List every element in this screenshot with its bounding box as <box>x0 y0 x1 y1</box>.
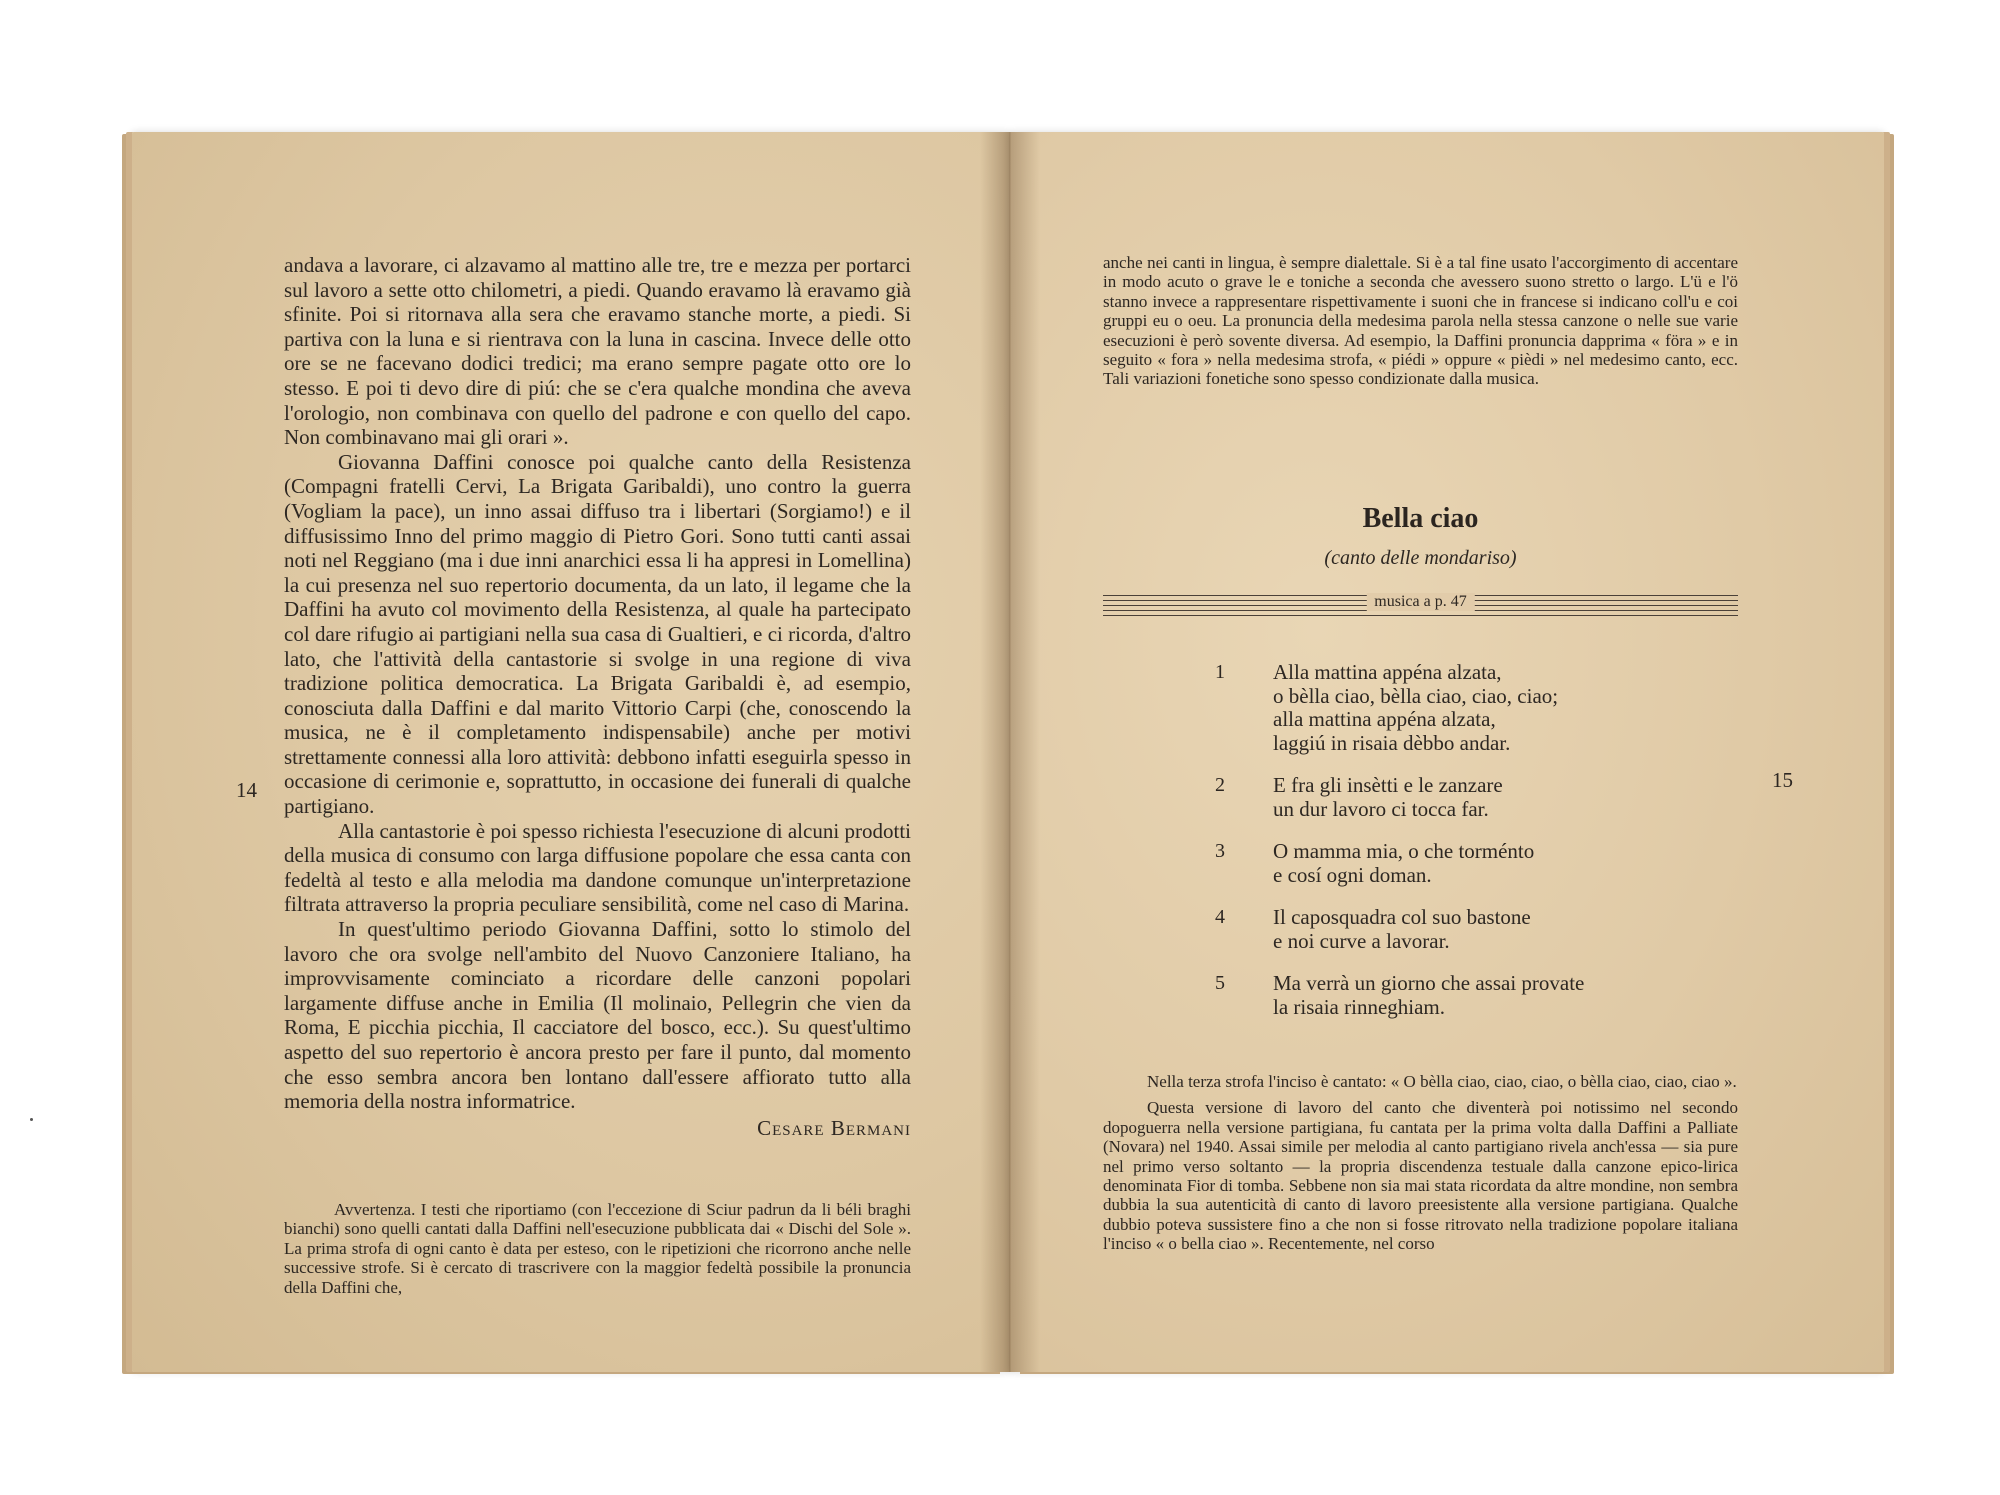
music-reference: musica a p. 47 <box>1366 593 1474 611</box>
verse-number: 5 <box>1215 972 1225 994</box>
paragraph: Alla cantastorie è poi spesso richiesta l'esecuzione di alcuni prodotti della musica di consumo con larga diffusione popolare che essa canta con fedeltà al testo e alla melodia ma dandone comunque un'interpretazione filtrata attraverso la propria peculiare sensibilità, come nel caso di Marina. <box>284 818 911 917</box>
song-subtitle: (canto delle mondariso) <box>1324 547 1517 569</box>
verse-number: 2 <box>1215 774 1225 796</box>
paragraph: In quest'ultimo periodo Giovanna Daffini, sotto lo stimolo del lavoro che ora svolge nell'ambito del Nuovo Canzoniere Italiano, ha improvvisamente cominciato a ricordare delle canzoni popolari largamente diffuse anche in Emilia (Il molinaio, Pellegrin che vien da Roma, E picchia picchia, Il cacciatore del bosco, ecc.). Su quest'ultimo aspetto del suo repertorio è ancora presto per fare il punto, dal momento che esso sembra ancora ben lontano dall'essere affiorato tutto alla memoria della nostra informatrice. <box>284 917 911 1114</box>
paper-speck <box>30 1118 33 1121</box>
verse <box>1215 774 1735 821</box>
verse-line: Alla mattina appéna alzata, <box>1273 660 1502 684</box>
book-gutter <box>980 132 1040 1372</box>
verse-number: 1 <box>1215 661 1225 683</box>
song-title: Bella ciao <box>1362 503 1479 534</box>
note-paragraph: Nella terza strofa l'inciso è cantato: « O bèlla ciao, ciao, ciao, o bèlla ciao, ciao, ciao ». <box>1147 1072 1737 1091</box>
verse <box>1215 661 1735 755</box>
verse <box>1215 972 1735 1019</box>
page-number-left: 14 <box>236 778 257 802</box>
verse-line: o bèlla ciao, bèlla ciao, ciao, ciao; <box>1273 683 1559 708</box>
author-signature: Cesare Bermani <box>757 1115 911 1140</box>
notice-avvertenza: Avvertenza. I testi che riportiamo (con l'eccezione di Sciur padrun da li béli braghi bianchi) sono quelli cantati dalla Daffini nell'esecuzione pubblicata dai « Dischi del Sole ». La prima strofa di ogni canto è data per esteso, con le ripetizioni che ricorrono anche nelle successive strofe. Si è cercato di trascrivere con la maggior fedeltà possibile la pronuncia della Daffini che, <box>284 1200 911 1297</box>
left-page-body <box>284 253 911 1140</box>
verse-line: e cosí ogni doman. <box>1273 862 1432 887</box>
music-staff-divider <box>1103 592 1738 616</box>
song-verses <box>1215 661 1735 1038</box>
verse-line: alla mattina appéna alzata, <box>1273 707 1496 731</box>
paragraph: andava a lavorare, ci alzavamo al mattino alle tre, tre e mezza per portarci sul lavoro a sette otto chilometri, a piedi. Quando eravamo là eravamo già sfinite. Poi si ritornava alla sera che eravamo stanche morte, a piedi. Si partiva con la luna e si rientrava con la luna in cascina. Invece delle otto ore se ne facevano dodici tredici; ma erano sempre pagate otto ore lo stesso. E poi ti devo dire di piú: che se c'era qualche mondina che aveva l'orologio, non combinava con quello del padrone e con quello del capo. Non combinavano mai gli orari ». <box>284 253 911 450</box>
verse-number: 3 <box>1215 840 1225 862</box>
verse-line: Ma verrà un giorno che assai provate <box>1273 971 1585 995</box>
paragraph: Giovanna Daffini conosce poi qualche canto della Resistenza (Compagni fratelli Cervi, La Brigata Garibaldi), uno contro la guerra (Vogliam la pace), un inno assai diffuso tra i libertari (Sorgiamo!) e il diffusissimo Inno del primo maggio di Pietro Gori. Sono tutti canti assai noti nel Reggiano (ma i due inni anarchici essa li ha appresi in Lomellina) la cui presenza nel suo repertorio documenta, da un lato, il legame che la Daffini ha avuto col movimento della Resistenza, al quale ha partecipato col dare rifugio ai partigiani nella sua casa di Gualtieri, e ci ricorda, d'altro lato, che l'attività della cantastorie si svolge in una regione di viva tradizione politica democratica. La Brigata Garibaldi è, ad esempio, conosciuta dalla Daffini e dal marito Vittorio Carpi (che, conoscendo la musica, ne è il completamento indispensabile) anche per motivi strettamente connessi alla loro attività: debbono infatti eseguirla spesso in occasione di cerimonie e, soprattutto, in occasione dei funerali di qualche partigiano. <box>284 449 911 819</box>
verse-line: laggiú in risaia dèbbo andar. <box>1273 730 1511 755</box>
note-paragraph: Questa versione di lavoro del canto che diventerà poi notissimo nel secondo dopoguerra nella versione partigiana, fu cantata per la prima volta dalla Daffini a Palliate (Novara) nel 1940. Assai simile per melodia al canto partigiano rivela anch'essa — sia pure nel primo verso soltanto — la propria discendenza testuale dalla canzone epico-lirica denominata Fior di tomba. Sebbene non sia mai stata ricordata da altre mondine, non sembra dubbia la sua autenticità di canto di lavoro preesistente alla versione partigiana. Qualche dubbio poteva sussistere fino a che non si fosse ritrovato nella tradizione popolare italiana l'inciso « o bella ciao ». Recentemente, nel corso <box>1103 1098 1738 1254</box>
verse-line: la risaia rinneghiam. <box>1273 994 1446 1019</box>
verse <box>1215 840 1735 887</box>
verse-line: O mamma mia, o che torménto <box>1273 839 1535 863</box>
verse-line: un dur lavoro ci tocca far. <box>1273 796 1489 821</box>
verse-line: Il caposquadra col suo bastone <box>1273 905 1531 929</box>
pronunciation-note: anche nei canti in lingua, è sempre dialettale. Si è a tal fine usato l'accorgimento di accentare in modo acuto o grave le e toniche a seconda che avessero suono stretto o largo. L'ü e l'ö stanno invece a rappresentare rispettivamente i suoni che in francese si indicano coll'u e coi gruppi eu o oeu. La pronuncia della medesima parola nella stessa canzone o nelle sue varie esecuzioni è però sovente diversa. Ad esempio, la Daffini pronuncia dapprima « föra » e in seguito « fora » nella medesima strofa, « piédi » oppure « pièdi » nel medesimo canto, ecc. Tali variazioni fonetiche sono spesso condizionate dalla musica. <box>1103 253 1738 389</box>
verse-number: 4 <box>1215 906 1225 928</box>
verse <box>1215 906 1735 953</box>
verse-line: E fra gli insètti e le zanzare <box>1273 773 1503 797</box>
page-number-right: 15 <box>1772 768 1793 792</box>
song-notes <box>1103 1072 1738 1261</box>
verse-line: e noi curve a lavorar. <box>1273 928 1450 953</box>
